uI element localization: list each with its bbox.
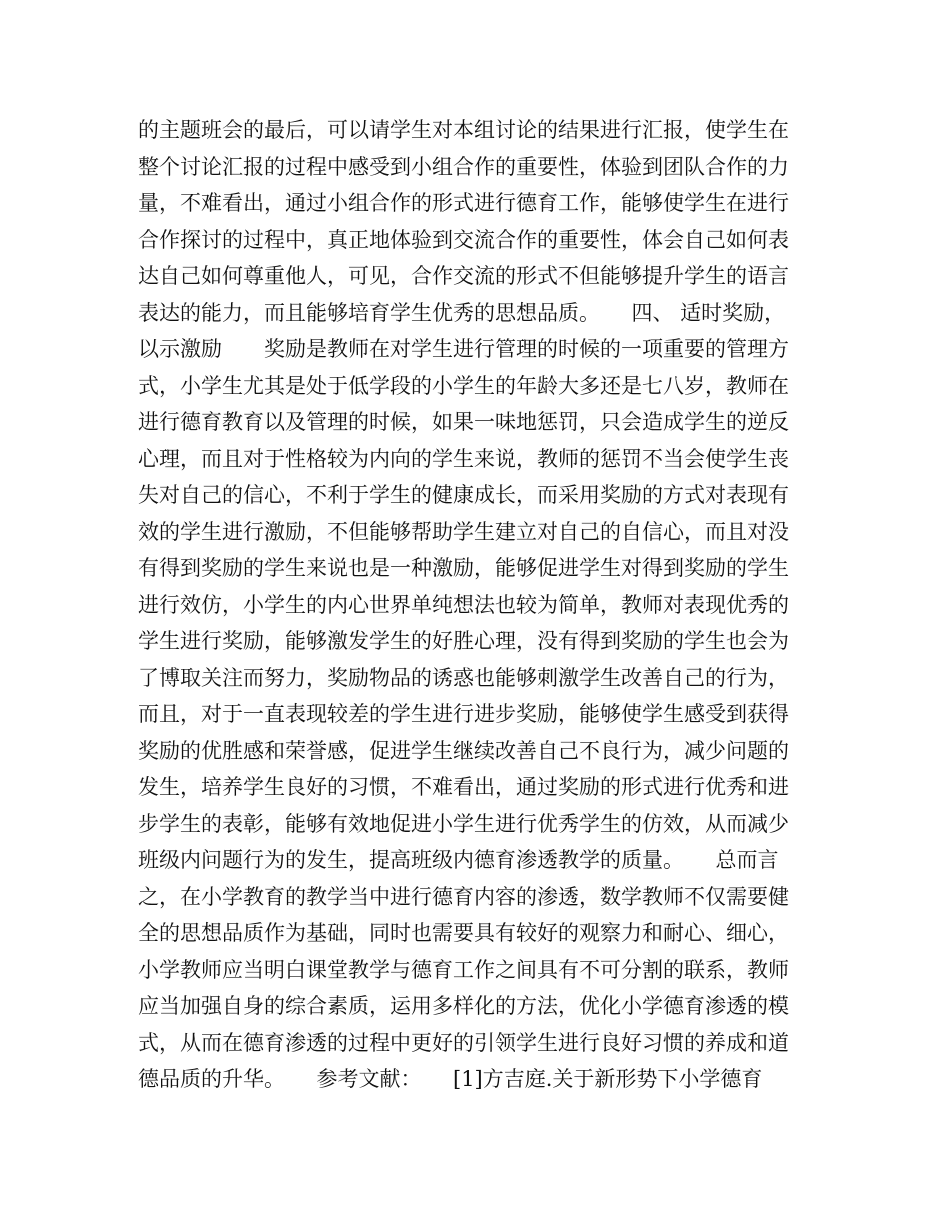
text-line: 应当加强自身的综合素质，运用多样化的方法，优化小学德育渗透的模 — [138, 994, 789, 1018]
text-line: 学生进行奖励，能够激发学生的好胜心理，没有得到奖励的学生也会为 — [138, 629, 789, 653]
text-line: 德品质的升华。 参考文献： [1]方吉庭.关于新形势下小学德育 — [138, 1067, 763, 1091]
text-line: 有得到奖励的学生来说也是一种激励，能够促进学生对得到奖励的学生 — [138, 556, 789, 580]
text-line: 效的学生进行激励，不但能够帮助学生建立对自己的自信心，而且对没 — [138, 519, 789, 544]
text-line: 以示激励 奖励是教师在对学生进行管理的时候的一项重要的管理方 — [138, 337, 789, 361]
text-line: 合作探讨的过程中，真正地体验到交流合作的重要性，体会自己如何表 — [138, 227, 789, 252]
text-line: 心理，而且对于性格较为内向的学生来说，教师的惩罚不当会使学生丧 — [138, 446, 789, 471]
text-line: 了博取关注而努力，奖励物品的诱惑也能够刺激学生改善自己的行为， — [138, 665, 789, 690]
text-line: 达自己如何尊重他人，可见，合作交流的形式不但能够提升学生的语言 — [138, 264, 789, 288]
text-line: 小学教师应当明白课堂教学与德育工作之间具有不可分割的联系，教师 — [138, 957, 789, 982]
text-line: 量，不难看出，通过小组合作的形式进行德育工作，能够使学生在进行 — [138, 191, 789, 215]
text-line: 整个讨论汇报的过程中感受到小组合作的重要性，体验到团队合作的力 — [138, 154, 789, 179]
text-line: 式，小学生尤其是处于低学段的小学生的年龄大多还是七八岁，教师在 — [138, 373, 789, 398]
text-line: 失对自己的信心，不利于学生的健康成长，而采用奖励的方式对表现有 — [138, 483, 789, 507]
text-line: 班级内问题行为的发生，提高班级内德育渗透教学的质量。 总而言 — [138, 848, 779, 872]
text-line: 的主题班会的最后，可以请学生对本组讨论的结果进行汇报，使学生在 — [138, 118, 789, 142]
text-line: 进行效仿，小学生的内心世界单纯想法也较为简单，教师对表现优秀的 — [138, 592, 789, 617]
body-text — [138, 112, 828, 1098]
text-line: 全的思想品质作为基础，同时也需要具有较好的观察力和耐心、细心， — [138, 921, 789, 945]
text-line: 表达的能力，而且能够培育学生优秀的思想品质。 四、 适时奖励， — [138, 300, 786, 325]
text-line: 发生，培养学生良好的习惯，不难看出，通过奖励的形式进行优秀和进 — [138, 775, 789, 799]
text-line: 而且，对于一直表现较差的学生进行进步奖励，能够使学生感受到获得 — [138, 702, 789, 726]
text-line: 式，从而在德育渗透的过程中更好的引领学生进行良好习惯的养成和道 — [138, 1030, 789, 1055]
text-line: 奖励的优胜感和荣誉感，促进学生继续改善自己不良行为，减少问题的 — [138, 738, 789, 763]
text-line: 之，在小学教育的教学当中进行德育内容的渗透，数学教师不仅需要健 — [138, 884, 789, 909]
text-line: 步学生的表彰，能够有效地促进小学生进行优秀学生的仿效，从而减少 — [138, 811, 789, 836]
text-line: 进行德育教育以及管理的时候，如果一味地惩罚，只会造成学生的逆反 — [138, 410, 789, 434]
